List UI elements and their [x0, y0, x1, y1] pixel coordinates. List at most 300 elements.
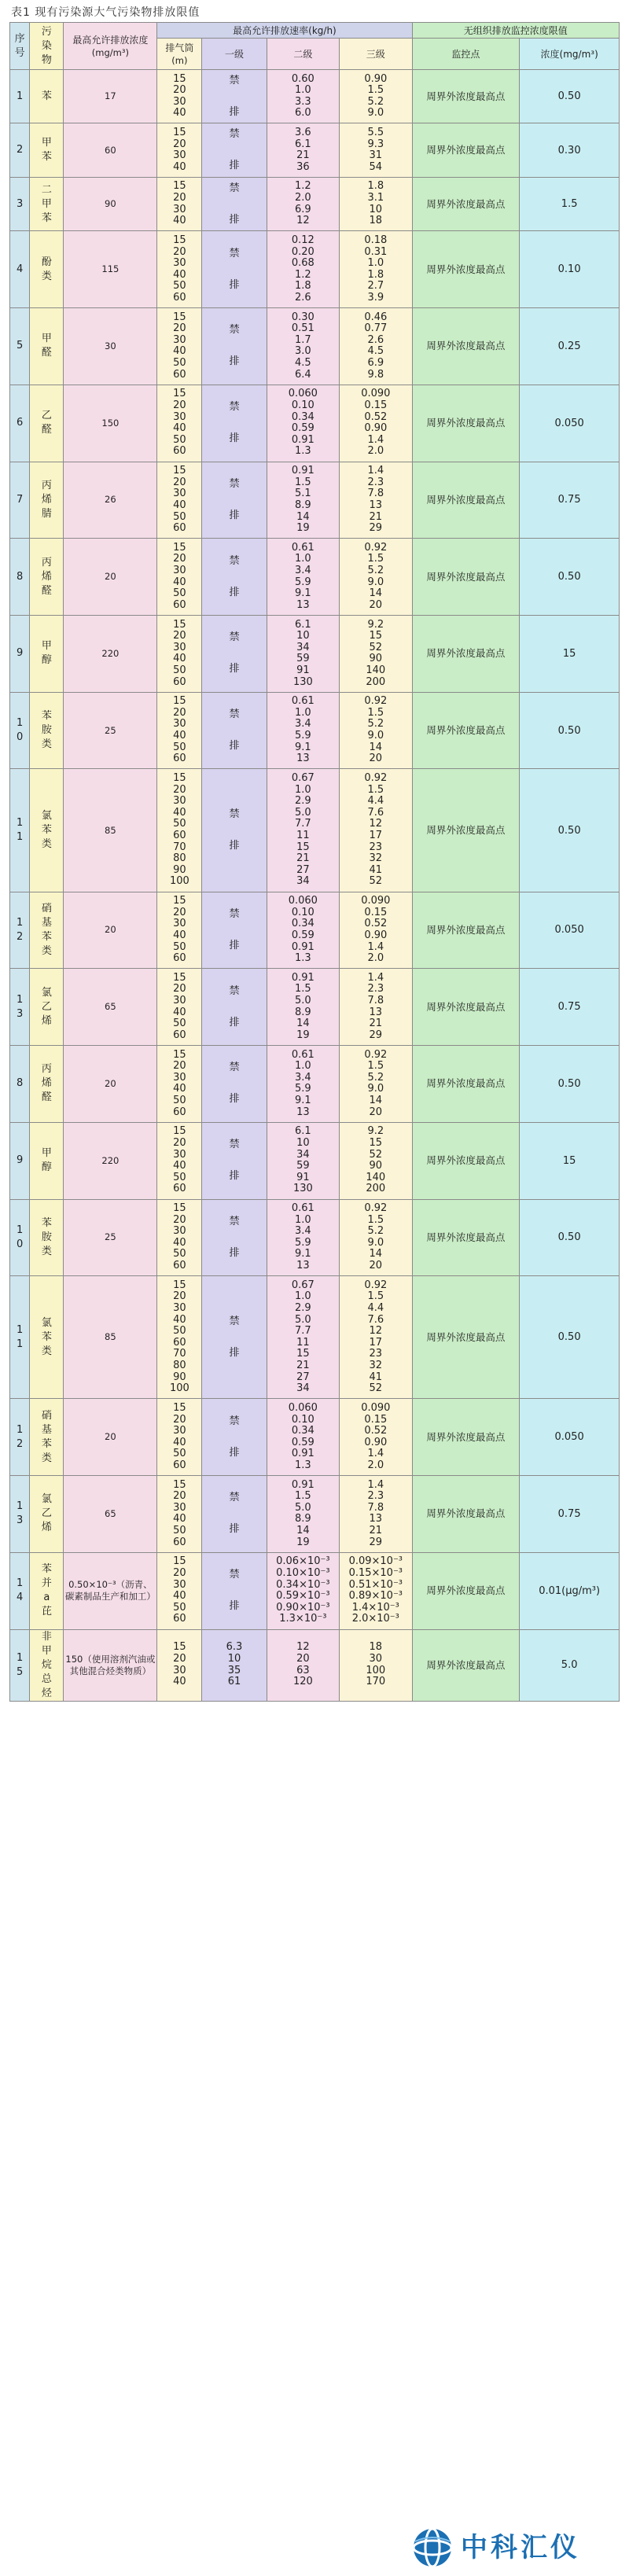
prohibited-text: 排 [229, 278, 240, 291]
level2-rate-value: 0.59×10⁻³ [276, 1590, 330, 1603]
row-number [10, 70, 30, 123]
row-number [10, 177, 30, 230]
level2-rate-value: 21 [296, 852, 310, 865]
level2-rate-value: 5.9 [295, 576, 311, 588]
pollutant-name [30, 1046, 64, 1123]
level2-rate-value: 34 [296, 1148, 310, 1161]
stack-height-value: 20 [173, 245, 186, 258]
level2-rate-value: 0.060 [288, 1401, 318, 1414]
prohibited-text: 排 [229, 1346, 240, 1359]
pollutant-name [30, 1199, 64, 1276]
stack-height-value: 60 [173, 598, 186, 611]
max-concentration [64, 177, 157, 230]
concentration-limit [520, 1199, 620, 1276]
max-concentration [64, 123, 157, 177]
level2-rate-value: 34 [296, 1382, 310, 1395]
level2-rate-value: 0.34 [291, 1425, 314, 1437]
level3-rate-value: 0.15 [364, 1413, 388, 1426]
level3-rate-value: 0.90 [364, 422, 388, 435]
stack-height-value: 30 [173, 1664, 186, 1676]
row-number-text: 2 [17, 144, 24, 156]
stack-height [157, 769, 202, 892]
stack-height-value: 15 [173, 695, 186, 708]
level3-rate-value: 9.0 [367, 1236, 384, 1249]
stack-height-value: 15 [173, 1478, 186, 1491]
stack-height-value: 50 [173, 357, 186, 370]
stack-height [157, 123, 202, 177]
row-number-text: 11 [17, 817, 24, 844]
level3-rate [340, 1476, 412, 1553]
level2-rate-value: 13 [296, 1106, 310, 1118]
level2-rate-value: 5.0 [295, 1313, 311, 1326]
level2-rate-value: 9.1 [295, 587, 311, 600]
level3-rate [340, 385, 412, 462]
pollutant-name-text: 苯 [41, 90, 52, 102]
level1-prohibited [202, 539, 267, 616]
level1-prohibited [202, 70, 267, 123]
level2-rate-value: 0.91 [291, 465, 314, 477]
monitor-point [412, 616, 520, 693]
stack-height [157, 1199, 202, 1276]
level2-rate [267, 1552, 339, 1629]
stack-height-value: 20 [173, 1213, 186, 1226]
stack-height-value: 50 [173, 818, 186, 830]
level2-rate-value: 120 [292, 1676, 313, 1688]
stack-height-value: 50 [173, 1171, 186, 1183]
prohibited-text: 禁 [229, 1315, 240, 1327]
level3-rate-value: 13 [369, 499, 383, 511]
level3-rate-value: 1.5 [367, 1060, 384, 1073]
level3-rate-value: 52 [369, 641, 383, 653]
level2-rate [267, 692, 339, 769]
row-number-text: 9 [17, 1154, 24, 1167]
stack-height-value: 15 [173, 971, 186, 984]
max-concentration-text: 220 [101, 1154, 120, 1166]
stack-height-value: 40 [173, 730, 186, 742]
concentration-limit [520, 1276, 620, 1399]
row-number [10, 1276, 30, 1399]
monitor-point [412, 692, 520, 769]
table-row [10, 123, 620, 177]
prohibited-text: 禁 [229, 708, 240, 721]
monitor-point [412, 1046, 520, 1123]
stack-height [157, 892, 202, 969]
level3-rate-value: 90 [369, 1160, 383, 1172]
stack-height-value: 40 [173, 107, 186, 120]
stack-height-value: 20 [173, 192, 186, 204]
concentration-limit [520, 1476, 620, 1553]
prohibited-text: 禁 [229, 182, 240, 194]
stack-height-value: 20 [173, 1413, 186, 1426]
pollutant-name-text: 丙烯醛 [41, 556, 52, 597]
level2-rate-value: 0.060 [288, 388, 318, 400]
level3-rate-value: 9.0 [367, 576, 384, 588]
row-number-text: 10 [17, 1224, 24, 1250]
concentration-limit [520, 123, 620, 177]
level2-rate [267, 462, 339, 539]
level2-rate-value: 27 [296, 863, 310, 876]
stack-height-value: 20 [173, 630, 186, 642]
max-concentration-text: 20 [105, 1431, 116, 1443]
stack-height-value: 30 [173, 333, 186, 346]
level3-rate-value: 1.4 [367, 465, 384, 477]
level2-rate-value: 130 [292, 1183, 313, 1195]
brand-logo [409, 2524, 620, 2571]
concentration-limit-text: 0.050 [554, 924, 584, 937]
prohibited-text: 排 [229, 1446, 240, 1459]
level2-rate-value: 2.9 [295, 1301, 311, 1314]
pollutant-name-text: 甲醇 [41, 1147, 52, 1174]
monitor-point-text: 周界外浓度最高点 [426, 1154, 506, 1167]
row-number [10, 385, 30, 462]
prohibited-text: 排 [229, 939, 240, 951]
level3-rate-value: 1.4 [367, 1478, 384, 1491]
level3-rate [340, 616, 412, 693]
level2-rate-value: 6.9 [295, 203, 311, 215]
level2-rate-value: 14 [296, 510, 310, 523]
level1-prohibited [202, 385, 267, 462]
prohibited-text: 禁 [229, 808, 240, 821]
table-row [10, 308, 620, 385]
level3-rate-value: 14 [369, 1248, 383, 1260]
level2-rate-value: 1.2 [295, 268, 311, 281]
stack-height-value: 15 [173, 1125, 186, 1138]
stack-height-value: 60 [173, 1183, 186, 1195]
level2-rate [267, 308, 339, 385]
level2-rate-value: 130 [292, 675, 313, 688]
level2-rate-value: 15 [296, 1348, 310, 1360]
prohibited-text: 排 [229, 740, 240, 753]
monitor-point [412, 539, 520, 616]
row-number [10, 308, 30, 385]
table-row [10, 177, 620, 230]
concentration-limit-text: 0.50 [557, 1231, 581, 1244]
stack-height [157, 1552, 202, 1629]
level1-rate-value: 61 [227, 1676, 241, 1688]
stack-height-value: 20 [173, 1290, 186, 1303]
pollutant-name [30, 1476, 64, 1553]
concentration-limit-text: 0.50 [557, 1077, 581, 1090]
max-concentration-text: 0.50×10⁻³（沥青、碳素制品生产和加工） [64, 1579, 156, 1603]
table-row [10, 1399, 620, 1476]
row-number-text: 13 [17, 993, 24, 1020]
level3-rate-value: 140 [366, 1171, 386, 1183]
concentration-limit-text: 0.25 [557, 340, 581, 352]
level2-rate-value: 0.68 [291, 257, 314, 270]
level3-rate-value: 52 [369, 1148, 383, 1161]
prohibited-text: 禁 [229, 74, 240, 86]
stack-height-value: 80 [173, 1360, 186, 1372]
prohibited-text: 排 [229, 432, 240, 445]
concentration-limit [520, 692, 620, 769]
level3-rate-value: 0.15 [364, 399, 388, 411]
max-concentration-text: 150 [101, 417, 120, 429]
monitor-point-text: 周界外浓度最高点 [426, 570, 506, 583]
stack-height-value: 50 [173, 1448, 186, 1460]
level3-rate-value: 0.46 [364, 311, 388, 323]
level2-rate-value: 5.9 [295, 730, 311, 742]
concentration-limit-text: 0.050 [554, 1431, 584, 1444]
level3-rate-value: 52 [369, 1382, 383, 1395]
prohibited-text: 排 [229, 1600, 240, 1613]
level3-rate-value: 18 [369, 1641, 383, 1654]
level1-prohibited [202, 769, 267, 892]
pollutant-name [30, 70, 64, 123]
stack-height-value: 60 [173, 1459, 186, 1471]
stack-height-value: 40 [173, 1236, 186, 1249]
monitor-point [412, 462, 520, 539]
level1-prohibited [202, 1199, 267, 1276]
stack-height-value: 15 [173, 388, 186, 400]
level3-rate-value: 5.2 [367, 565, 384, 577]
stack-height-value: 60 [173, 753, 186, 765]
prohibited-text: 排 [229, 1170, 240, 1183]
monitor-point [412, 123, 520, 177]
concentration-limit [520, 1122, 620, 1199]
level3-rate-value: 14 [369, 741, 383, 753]
level2-rate-value: 9.1 [295, 1095, 311, 1107]
stack-height-value: 30 [173, 1501, 186, 1514]
level2-rate-value: 0.59 [291, 1436, 314, 1448]
level3-rate-value: 0.15×10⁻³ [348, 1566, 403, 1579]
level3-rate [340, 1276, 412, 1399]
monitor-point-text: 周界外浓度最高点 [426, 1231, 506, 1243]
level2-rate-value: 5.9 [295, 1236, 311, 1249]
pollutant-name-text: 甲苯 [41, 137, 52, 164]
concentration-limit [520, 969, 620, 1046]
pollutant-name-text: 甲醇 [41, 640, 52, 667]
max-concentration [64, 462, 157, 539]
level3-rate-value: 29 [369, 522, 383, 535]
level2-rate-value: 9.1 [295, 1248, 311, 1260]
level2-rate-value: 5.0 [295, 995, 311, 1007]
pollutant-name-text: 硝基苯类 [41, 1409, 52, 1464]
level2-rate-value: 1.3×10⁻³ [279, 1613, 327, 1625]
stack-height-value: 20 [173, 1136, 186, 1149]
level2-rate-value: 2.9 [295, 795, 311, 808]
stack-height-value: 30 [173, 95, 186, 108]
level2-rate-value: 0.60 [291, 72, 314, 85]
max-concentration-text: 65 [105, 1001, 116, 1013]
level3-rate-value: 9.2 [367, 618, 384, 631]
stack-height-value: 20 [173, 983, 186, 995]
level3-rate-value: 1.5 [367, 553, 384, 565]
prohibited-text: 禁 [229, 1062, 240, 1074]
max-concentration-text: 65 [105, 1507, 116, 1519]
stack-height-value: 60 [173, 291, 186, 304]
level2-rate [267, 1276, 339, 1399]
level3-rate-value: 9.3 [367, 138, 384, 150]
level3-rate-value: 54 [369, 160, 383, 173]
level3-rate-value: 4.5 [367, 345, 384, 358]
prohibited-text: 排 [229, 1016, 240, 1029]
stack-height-value: 100 [169, 875, 189, 888]
level3-rate-value: 5.2 [367, 718, 384, 730]
pollutant-name [30, 692, 64, 769]
pollutant-name-text: 酚类 [41, 256, 52, 282]
level3-rate-value: 90 [369, 653, 383, 665]
row-number [10, 539, 30, 616]
level2-rate-value: 0.67 [291, 771, 314, 784]
level2-rate-value: 0.67 [291, 1279, 314, 1291]
stack-height-value: 15 [173, 234, 186, 246]
level3-rate-value: 1.5 [367, 84, 384, 97]
max-concentration [64, 969, 157, 1046]
row-number-text: 7 [17, 493, 24, 506]
level2-rate-value: 4.5 [295, 357, 311, 370]
concentration-limit [520, 385, 620, 462]
pollutant-name [30, 462, 64, 539]
stack-height-value: 15 [173, 618, 186, 631]
prohibited-text: 禁 [229, 247, 240, 259]
max-concentration [64, 1122, 157, 1199]
level1-prohibited [202, 177, 267, 230]
level2-rate-value: 27 [296, 1371, 310, 1383]
row-number [10, 969, 30, 1046]
max-concentration-text: 26 [105, 494, 116, 506]
level1-rate-value: 35 [227, 1664, 241, 1676]
level3-rate-value: 1.4 [367, 971, 384, 984]
level1-prohibited [202, 308, 267, 385]
level2-rate-value: 2.0 [295, 192, 311, 204]
row-number [10, 1046, 30, 1123]
monitor-point-text: 周界外浓度最高点 [426, 340, 506, 352]
stack-height-value: 20 [173, 1566, 186, 1579]
prohibited-text: 排 [229, 840, 240, 852]
stack-height-value: 50 [173, 433, 186, 446]
header-max-conc: 最高允许排放浓度 (mg/m³) [64, 23, 157, 70]
level1-prohibited [202, 892, 267, 969]
stack-height-value: 15 [173, 465, 186, 477]
concentration-limit-text: 0.50 [557, 90, 581, 103]
level2-rate-value: 5.0 [295, 1501, 311, 1514]
max-concentration [64, 1199, 157, 1276]
stack-height [157, 1046, 202, 1123]
concentration-limit-text: 5.0 [561, 1659, 578, 1672]
pollutant-name-text: 硝基苯类 [41, 902, 52, 957]
level2-rate-value: 1.7 [295, 333, 311, 346]
level3-rate [340, 1399, 412, 1476]
stack-height [157, 385, 202, 462]
level2-rate-value: 1.3 [295, 445, 311, 458]
level3-rate-value: 20 [369, 1106, 383, 1118]
level2-rate-value: 1.0 [295, 1213, 311, 1226]
level3-rate-value: 0.52 [364, 1425, 388, 1437]
pollutant-name-text: 二甲苯 [41, 183, 52, 224]
level3-rate-value: 14 [369, 1095, 383, 1107]
level2-rate-value: 2.6 [295, 291, 311, 304]
level2-rate-value: 0.30 [291, 311, 314, 323]
level3-rate-value: 4.4 [367, 1301, 384, 1314]
concentration-limit [520, 308, 620, 385]
row-number-text: 13 [17, 1500, 24, 1527]
level2-rate-value: 0.06×10⁻³ [276, 1555, 330, 1568]
stack-height-value: 30 [173, 203, 186, 215]
stack-height-value: 60 [173, 1029, 186, 1041]
stack-height-value: 15 [173, 311, 186, 323]
prohibited-text: 禁 [229, 984, 240, 997]
monitor-point [412, 1199, 520, 1276]
level2-rate-value: 8.9 [295, 1006, 311, 1018]
table-row [10, 539, 620, 616]
stack-height-value: 15 [173, 1202, 186, 1215]
level1-prohibited [202, 969, 267, 1046]
level2-rate-value: 0.34 [291, 410, 314, 423]
monitor-point-text: 周界外浓度最高点 [426, 197, 506, 210]
monitor-point-text: 周界外浓度最高点 [426, 1430, 506, 1443]
monitor-point [412, 231, 520, 308]
level3-rate-value: 20 [369, 753, 383, 765]
level2-rate-value: 1.0 [295, 553, 311, 565]
level2-rate-value: 1.3 [295, 1459, 311, 1471]
level2-rate-value: 59 [296, 1160, 310, 1172]
concentration-limit [520, 1629, 620, 1701]
level2-rate-value: 91 [296, 664, 310, 676]
level1-prohibited [202, 1122, 267, 1199]
table-caption: 表1 现有污染源大气污染物排放限值 [11, 6, 200, 19]
level3-rate-value: 0.92 [364, 1202, 388, 1215]
level2-rate [267, 231, 339, 308]
stack-height-value: 40 [173, 268, 186, 281]
level3-rate-value: 52 [369, 875, 383, 888]
concentration-limit-text: 0.50 [557, 724, 581, 737]
pollutant-name-text: 氯苯类 [41, 1316, 52, 1357]
monitor-point [412, 1122, 520, 1199]
pollutant-name-text: 氯苯类 [41, 810, 52, 851]
level2-rate-value: 8.9 [295, 1513, 311, 1525]
max-concentration-text: 25 [105, 724, 116, 736]
stack-height-value: 40 [173, 160, 186, 173]
stack-height-value: 20 [173, 1060, 186, 1073]
level3-rate-value: 9.0 [367, 730, 384, 742]
stack-height-value: 50 [173, 280, 186, 293]
level2-rate [267, 123, 339, 177]
level3-rate-value: 7.6 [367, 806, 384, 819]
level2-rate [267, 1199, 339, 1276]
level3-rate-value: 2.0 [367, 952, 384, 965]
level1-prohibited [202, 1552, 267, 1629]
level2-rate [267, 1399, 339, 1476]
level3-rate-value: 0.090 [361, 388, 391, 400]
stack-height-value: 50 [173, 1525, 186, 1537]
level2-rate-value: 19 [296, 1536, 310, 1548]
level2-rate-value: 15 [296, 841, 310, 853]
pollutant-name-text: 氯乙烯 [41, 986, 52, 1027]
level1-prohibited [202, 1476, 267, 1553]
level3-rate [340, 231, 412, 308]
level3-rate-value: 17 [369, 830, 383, 842]
prohibited-text: 禁 [229, 128, 240, 141]
level3-rate-value: 0.31 [364, 245, 388, 258]
level2-rate [267, 616, 339, 693]
level3-rate-value: 29 [369, 1029, 383, 1041]
level3-rate-value: 0.52 [364, 918, 388, 930]
monitor-point-text: 周界外浓度最高点 [426, 417, 506, 429]
level3-rate-value: 41 [369, 1371, 383, 1383]
level3-rate-value: 29 [369, 1536, 383, 1548]
pollutant-name [30, 892, 64, 969]
level2-rate-value: 14 [296, 1525, 310, 1537]
stack-height-value: 15 [173, 771, 186, 784]
row-number [10, 769, 30, 892]
row-number-text: 14 [17, 1577, 24, 1604]
level2-rate-value: 1.5 [295, 476, 311, 488]
prohibited-text: 禁 [229, 1139, 240, 1151]
level3-rate-value: 7.6 [367, 1313, 384, 1326]
max-concentration-text: 115 [101, 263, 120, 275]
prohibited-text: 禁 [229, 324, 240, 337]
level2-rate-value: 19 [296, 1029, 310, 1041]
